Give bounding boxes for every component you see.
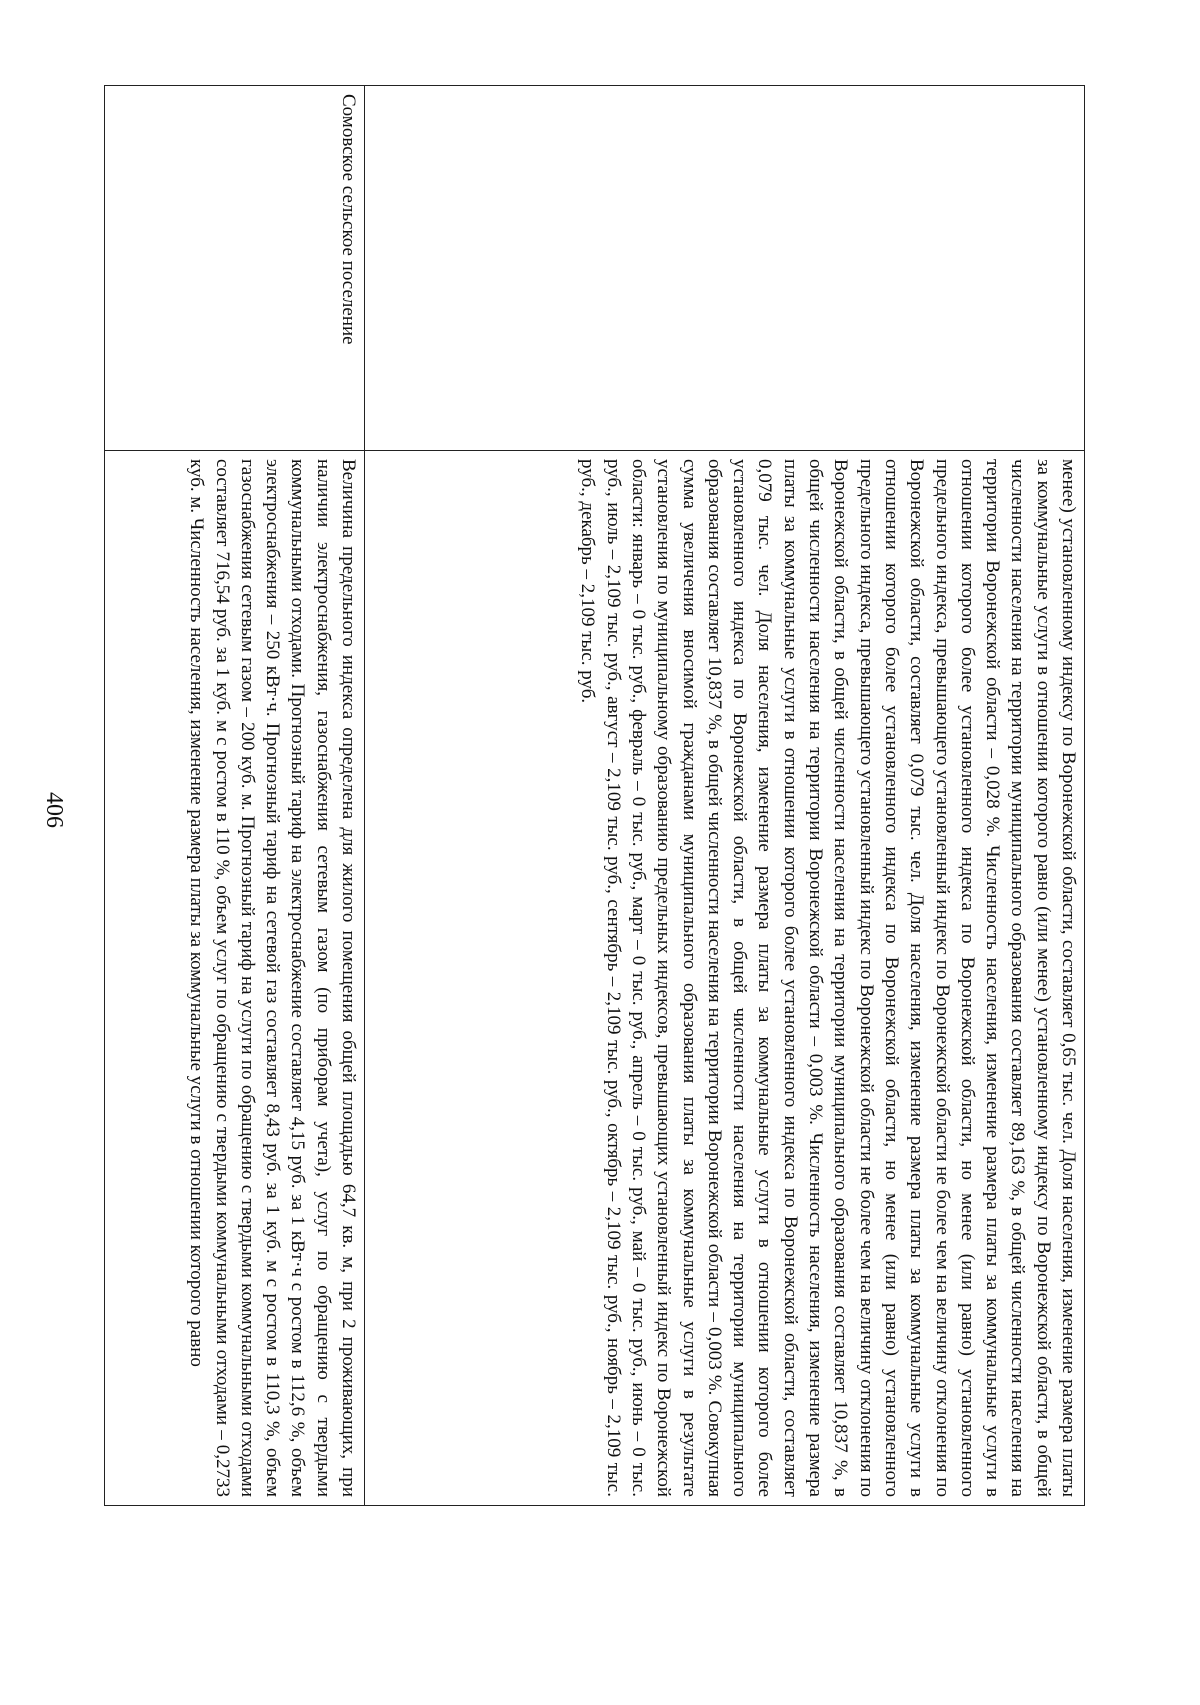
municipality-name — [368, 94, 1081, 442]
page-number: 406 — [41, 792, 67, 828]
table-row — [105, 86, 365, 1506]
description-cell — [105, 451, 365, 1506]
municipality-cell — [365, 86, 1085, 451]
rotated-table-container — [105, 85, 1085, 1505]
municipality-cell — [105, 86, 365, 451]
table-row — [365, 86, 1085, 1506]
description-text: Величина предельного индекса определена для жилого помещения общей площадью 64,7 кв. м, при 2 проживающих, при наличии электроснабжения, газоснабжения сетевым газом (по приборам учета), услуг по обращению с твердыми коммунальными отходами. Прогнозный тариф на электроснабжение составляет 4,15 руб. за 1 кВт·ч с ростом в 112,6 %, объем электроснабжения – 250 кВт·ч. Прогнозный тариф на сетевой газ составляет 8,43 руб. за 1 куб. м с ростом в 110,3 %, объем газоснабжения сетевым газом – 200 куб. м. Прогнозный тариф на услуги по обращению с твердыми коммунальными отходами составляет 716,54 руб. за 1 куб. м с ростом в 110 %, объем услуг по обращению с твердыми коммунальными отходами – 0,2733 куб. м. Численность населения, изменение размера платы за коммунальные услуги в отношении которого равно — [186, 459, 359, 1497]
description-cell — [365, 451, 1085, 1506]
municipality-name: Сомовское сельское поселение — [338, 94, 359, 345]
description-text: менее) установленному индексу по Воронежской области, составляет 0,65 тыс. чел. Доля населения, изменение размера платы за коммунальные услуги в отношении которого равно (или менее) установленному индексу по Воронежской области, в общей численности населения на территории муниципального образования составляет 89,163 %, в общей численности населения на территории Воронежской области – 0,028 %. Численность населения, изменение размера платы за коммунальные услуги в отношении которого более установленного индекса по Воронежской области, но менее (или равно) установленного предельного индекса, превышающего установленный индекс по Воронежской области не более чем на величину отклонения по Воронежской области, составляет 0,079 тыс. чел. Доля населения, изменение размера платы за коммунальные услуги в отношении которого более установленного индекса по Воронежской области, но менее (или равно) установленного предельного индекса, превышающего установленный индекс по Воронежской области не более чем на величину отклонения по Воронежской области, в общей численности населения на территории муниципального образования составляет 10,837 %, в общей численности населения на территории Воронежской области – 0,003 %. Численность населения, изменение размера платы за коммунальные услуги в отношении которого более установленного индекса по Воронежской области, составляет 0,079 тыс. чел. Доля населения, изменение размера платы за коммунальные услуги в отношении которого более установленного индекса по Воронежской области, в общей численности населения на территории муниципального образования составляет 10,837 %, в общей численности населения на территории Воронежской области – 0,003 %. Совокупная сумма увеличения вносимой гражданами муниципального образования платы за коммунальные услуги в результате установления по муниципальному образованию предельных индексов, превышающих установленный индекс по Воронежской области: январь – 0 тыс. руб., февраль – 0 тыс. руб., март – 0 тыс. руб., апрель – 0 тыс. руб., май – 0 тыс. руб., июнь – 0 тыс. руб., июль – 2,109 тыс. руб., август – 2,109 тыс. руб., сентябрь – 2,109 тыс. руб., октябрь – 2,109 тыс. руб., ноябрь – 2,109 тыс. руб., декабрь – 2,109 тыс. руб. — [577, 459, 1079, 1497]
tariff-table — [104, 85, 1085, 1506]
